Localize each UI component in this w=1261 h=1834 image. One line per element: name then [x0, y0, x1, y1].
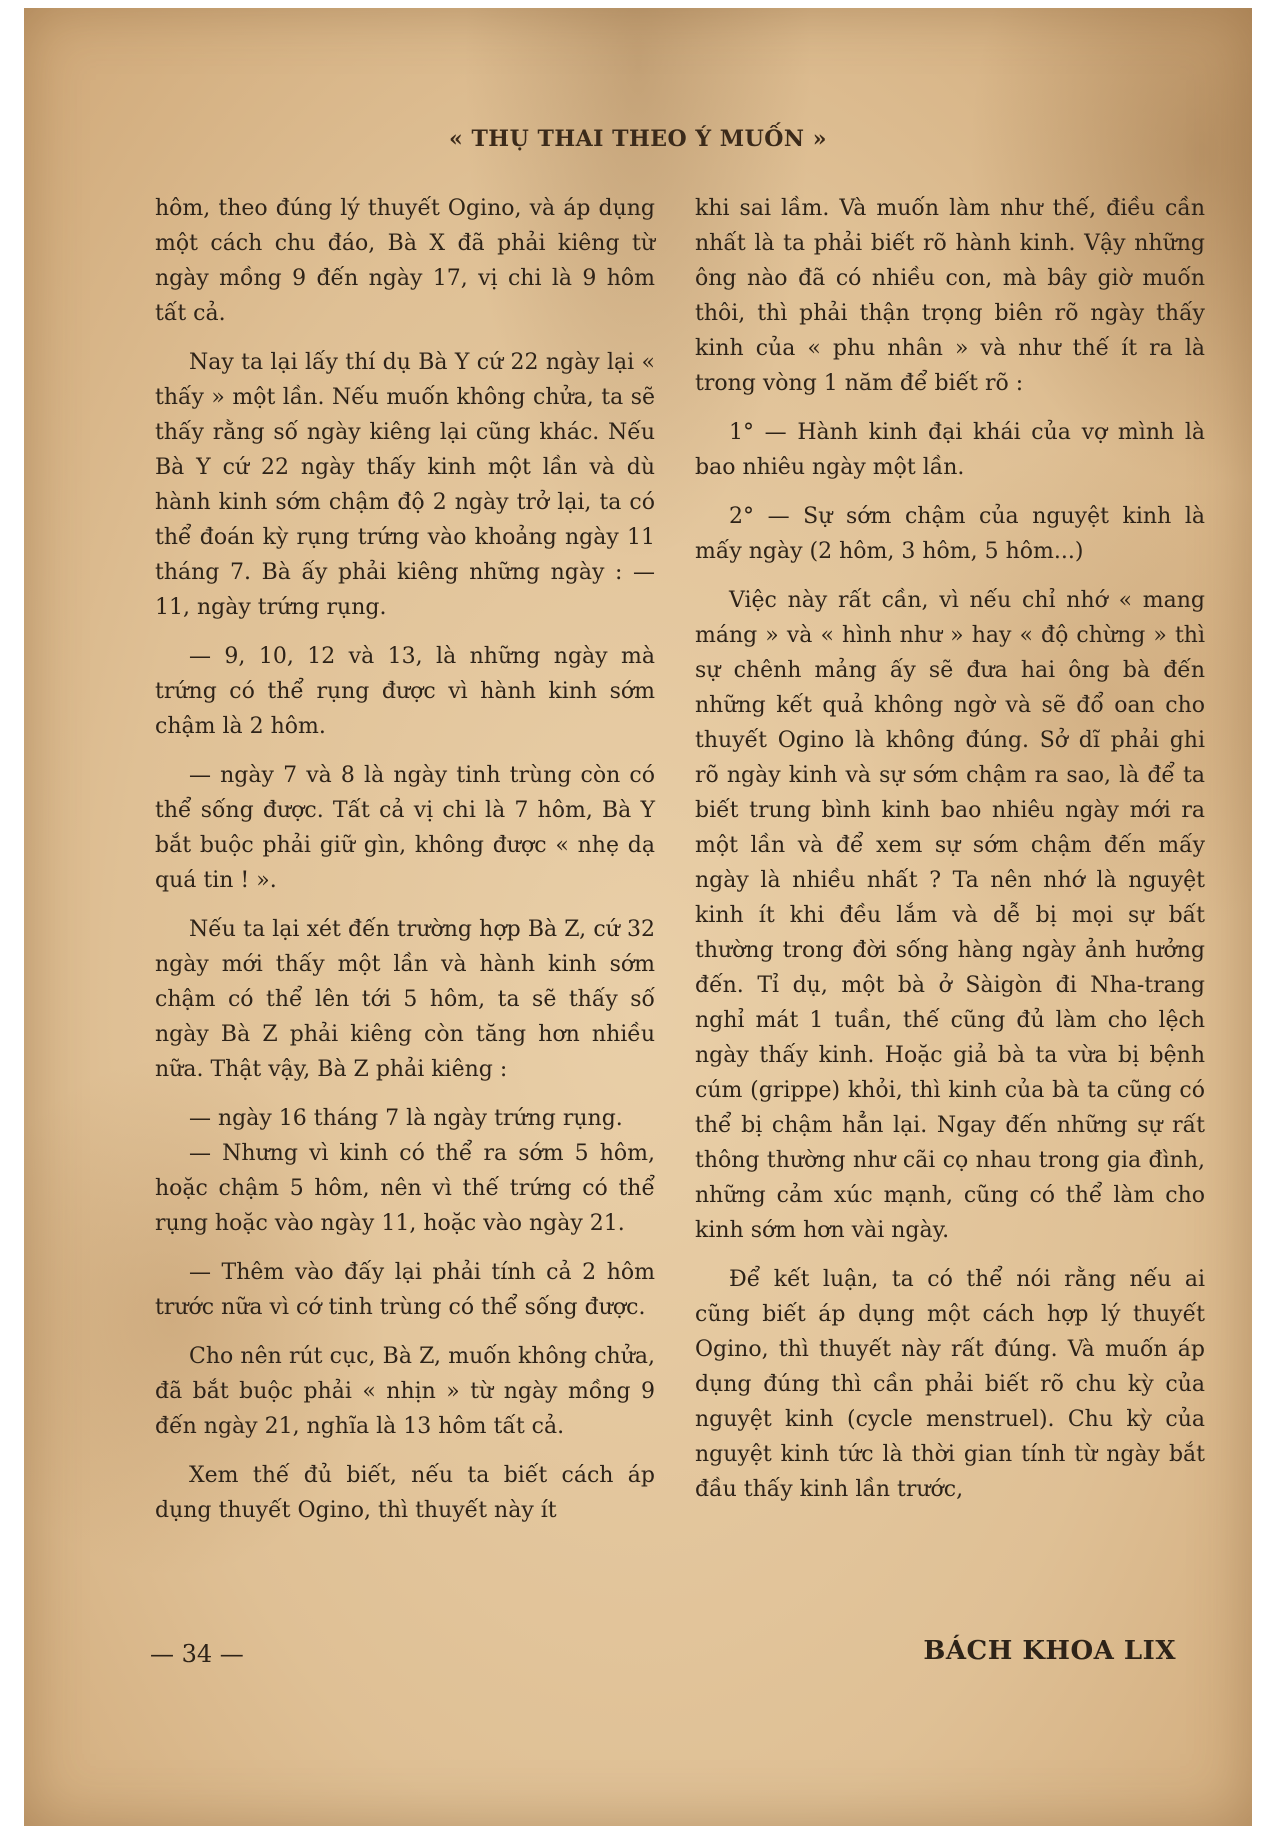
left-paragraph-10: Xem thế đủ biết, nếu ta biết cách áp dụng thuyết Ogino, thì thuyết này ít [155, 1463, 655, 1523]
left-paragraph-4: — ngày 7 và 8 là ngày tinh trùng còn có thể sống được. Tất cả vị chi là 7 hôm, Bà Y bắt buộc phải giữ gìn, không được « nhẹ dạ quá tin ! ». [155, 763, 655, 893]
right-paragraph-5: Để kết luận, ta có thể nói rằng nếu ai cũng biết áp dụng một cách hợp lý thuyết Ogino, thì thuyết này rất đúng. Và muốn áp dụng đúng thì cần phải biết rõ chu kỳ của nguyệt kinh (cycle menstruel). Chu kỳ của nguyệt kinh tức là thời gian tính từ ngày bắt đầu thấy kinh lần trước, [695, 1267, 1205, 1502]
left-paragraph-8: — Thêm vào đấy lại phải tính cả 2 hôm trước nữa vì cớ tinh trùng có thể sống được. [155, 1260, 655, 1320]
left-paragraph-7: — Nhưng vì kinh có thể ra sớm 5 hôm, hoặc chậm 5 hôm, nên vì thế trứng có thể rụng hoặc vào ngày 11, hoặc vào ngày 21. [155, 1141, 655, 1236]
left-paragraph-6: — ngày 16 tháng 7 là ngày trứng rụng. [189, 1106, 623, 1131]
right-paragraph-2: 1° — Hành kinh đại khái của vợ mình là bao nhiêu ngày một lần. [695, 420, 1205, 480]
left-paragraph-3: — 9, 10, 12 và 13, là những ngày mà trứng có thể rụng được vì hành kinh sớm chậm là 2 hôm. [155, 644, 655, 739]
left-paragraph-2: Nay ta lại lấy thí dụ Bà Y cứ 22 ngày lại « thấy » một lần. Nếu muốn không chửa, ta sẽ thấy rằng số ngày kiêng lại cũng khác. Nếu Bà Y cứ 22 ngày thấy kinh một lần và dù hành kinh sớm chậm độ 2 ngày trở lại, ta có thể đoán kỳ rụng trứng vào khoảng ngày 11 tháng 7. Bà ấy phải kiêng những ngày : — 11, ngày trứng rụng. [155, 350, 655, 620]
page-number: — 34 — [150, 1640, 244, 1668]
right-column [695, 191, 1205, 1521]
right-paragraph-3: 2° — Sự sớm chậm của nguyệt kinh là mấy ngày (2 hôm, 3 hôm, 5 hôm...) [695, 504, 1205, 564]
left-column [155, 191, 655, 1542]
left-paragraph-9: Cho nên rút cục, Bà Z, muốn không chửa, đã bắt buộc phải « nhịn » từ ngày mồng 9 đến ngày 21, nghĩa là 13 hôm tất cả. [155, 1344, 655, 1439]
running-header: « THỤ THAI THEO Ý MUỐN » [449, 126, 827, 152]
right-paragraph-4: Việc này rất cần, vì nếu chỉ nhớ « mang máng » và « hình như » hay « độ chừng » thì sự chênh mảng ấy sẽ đưa hai ông bà đến những kết quả không ngờ và sẽ đổ oan cho thuyết Ogino là không đúng. Sở dĩ phải ghi rõ ngày kinh và sự sớm chậm ra sao, là để ta biết trung bình kinh bao nhiêu ngày mới ra một lần và để xem sự sớm chậm đến mấy ngày là nhiều nhất ? Ta nên nhớ là nguyệt kinh ít khi đều lắm và dễ bị mọi sự bất thường trong đời sống hàng ngày ảnh hưởng đến. Tỉ dụ, một bà ở Sàigòn đi Nha-trang nghỉ mát 1 tuần, thế cũng đủ làm cho lệch ngày thấy kinh. Hoặc giả bà ta vừa bị bệnh cúm (grippe) khỏi, thì kinh của bà ta cũng có thể bị chậm hẳn lại. Ngay đến những sự rất thông thường như cãi cọ nhau trong gia đình, những cảm xúc mạnh, cũng có thể làm cho kinh sớm hơn vài ngày. [695, 588, 1205, 1243]
left-paragraph-1: hôm, theo đúng lý thuyết Ogino, và áp dụng một cách chu đáo, Bà X đã phải kiêng từ ngày mồng 9 đến ngày 17, vị chi là 9 hôm tất cả. [155, 196, 655, 326]
magazine-page [24, 8, 1252, 1826]
left-paragraph-5: Nếu ta lại xét đến trường hợp Bà Z, cứ 32 ngày mới thấy một lần và hành kinh sớm chậm có thể lên tới 5 hôm, ta sẽ thấy số ngày Bà Z phải kiêng còn tăng hơn nhiều nữa. Thật vậy, Bà Z phải kiêng : [155, 917, 655, 1082]
right-paragraph-1: khi sai lầm. Và muốn làm như thế, điều cần nhất là ta phải biết rõ hành kinh. Vậy những ông nào đã có nhiều con, mà bây giờ muốn thôi, thì phải thận trọng biên rõ ngày thấy kinh của « phu nhân » và như thế ít ra là trong vòng 1 năm để biết rõ : [695, 196, 1205, 396]
publication-name: BÁCH KHOA LIX [923, 1636, 1176, 1666]
